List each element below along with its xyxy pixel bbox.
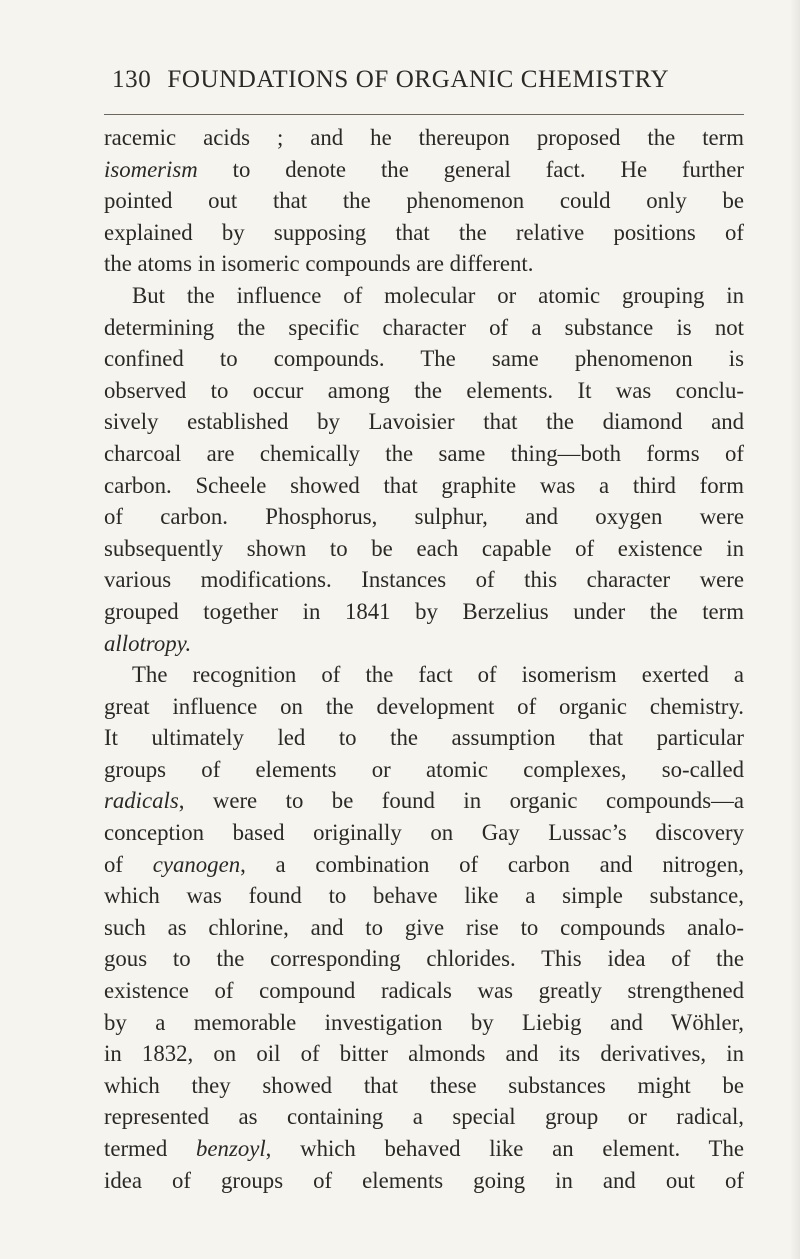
text-line: great influence on the development of organic chemistry. bbox=[104, 693, 744, 719]
italic-term: benzoyl bbox=[196, 1136, 266, 1161]
text-line: groups of elements or atomic complexes, so-called bbox=[104, 756, 744, 782]
text-line: in 1832, on oil of bitter almonds and its derivatives, in bbox=[104, 1041, 744, 1067]
italic-term: radicals bbox=[104, 788, 179, 814]
text-line: by a memorable investigation by Liebig and Wöhler, bbox=[104, 1009, 744, 1035]
paragraph bbox=[104, 659, 744, 1196]
text-line: gous to the corresponding chlorides. This idea of the bbox=[104, 946, 744, 972]
text-line: observed to occur among the elements. It was conclu- bbox=[104, 377, 744, 403]
text-line: explained by supposing that the relative positions of bbox=[104, 219, 744, 245]
text-line: determining the specific character of a substance is not bbox=[104, 314, 744, 340]
text-line: But the influence of molecular or atomic grouping in bbox=[132, 282, 744, 308]
text-line: grouped together in 1841 by Berzelius under the term bbox=[104, 598, 744, 624]
text-line: radicals, were to be found in organic compounds—a bbox=[104, 788, 744, 814]
text-line: which was found to behave like a simple substance, bbox=[104, 883, 744, 909]
text-line: which they showed that these substances might be bbox=[104, 1072, 744, 1098]
text-line: racemic acids ; and he thereupon proposed the term bbox=[104, 125, 744, 150]
text-line: termed benzoyl, which behaved like an element. The bbox=[104, 1136, 744, 1161]
text-line bbox=[104, 628, 744, 660]
text-line: carbon. Scheele showed that graphite was a third form bbox=[104, 472, 744, 498]
page-edge-shadow bbox=[790, 0, 800, 1259]
italic-term: isomerism bbox=[104, 156, 198, 182]
text-line: represented as containing a special group or radical, bbox=[104, 1104, 744, 1130]
paragraph bbox=[104, 122, 744, 280]
text-line: charcoal are chemically the same thing—both forms of bbox=[104, 440, 744, 466]
text-line: sively established by Lavoisier that the diamond and bbox=[104, 409, 744, 435]
page-number: 130 bbox=[112, 66, 152, 93]
italic-term: allotropy. bbox=[104, 630, 192, 656]
text-line: idea of groups of elements going in and out of bbox=[104, 1167, 744, 1193]
running-header bbox=[112, 66, 742, 100]
text-line: conception based originally on Gay Lussac’s discovery bbox=[104, 820, 744, 846]
paragraph bbox=[104, 280, 744, 659]
text-line: subsequently shown to be each capable of existence in bbox=[104, 535, 744, 561]
text-line: the atoms in isomeric compounds are different. bbox=[104, 251, 534, 277]
text-line: such as chlorine, and to give rise to compounds analo- bbox=[104, 914, 744, 940]
text-line: The recognition of the fact of isomerism exerted a bbox=[132, 662, 744, 688]
body-text bbox=[104, 122, 744, 1196]
text-line: It ultimately led to the assumption that particular bbox=[104, 725, 744, 751]
text-line: isomerism to denote the general fact. He further bbox=[104, 156, 744, 182]
text-line: of carbon. Phosphorus, sulphur, and oxygen were bbox=[104, 504, 744, 530]
running-title: FOUNDATIONS OF ORGANIC CHEMISTRY bbox=[167, 66, 670, 93]
text-line: various modifications. Instances of this character were bbox=[104, 567, 744, 593]
italic-term: cyanogen bbox=[152, 851, 241, 877]
text-line: of cyanogen, a combination of carbon and nitrogen, bbox=[104, 851, 744, 877]
text-line: pointed out that the phenomenon could only be bbox=[104, 188, 744, 214]
text-line: existence of compound radicals was greatly strengthened bbox=[104, 978, 744, 1004]
text-line: confined to compounds. The same phenomenon is bbox=[104, 346, 744, 372]
header-rule bbox=[104, 114, 744, 115]
